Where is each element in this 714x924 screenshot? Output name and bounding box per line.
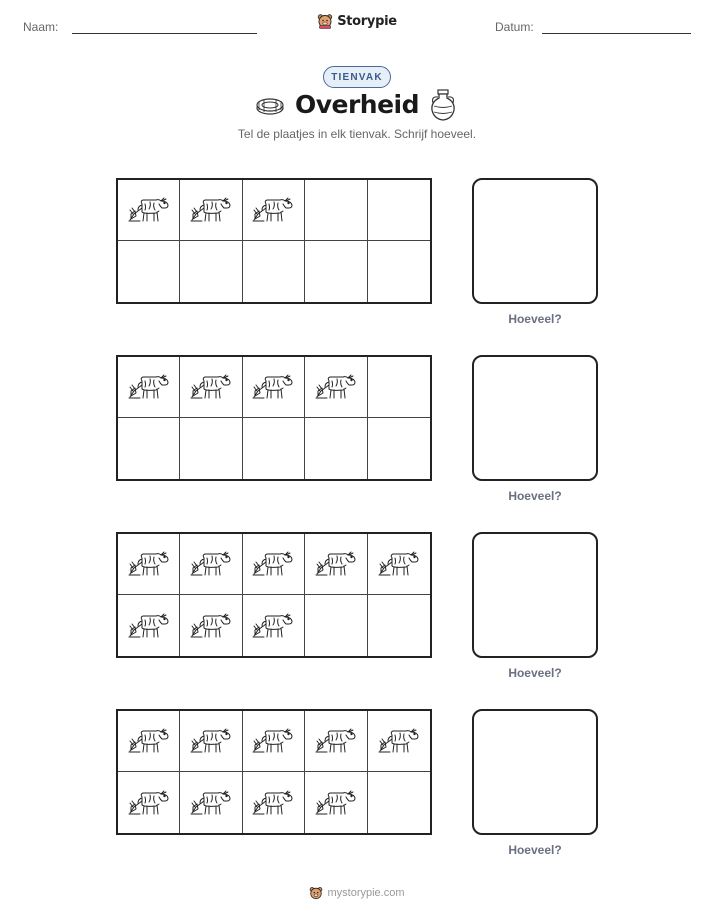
ten-frame-cell xyxy=(243,241,305,302)
page-title: Overheid xyxy=(294,90,420,119)
ten-frame-cell xyxy=(243,595,305,656)
storypie-bear-icon xyxy=(317,13,333,29)
ten-frame-cell xyxy=(305,534,367,595)
footer xyxy=(0,886,714,905)
ox-plough-icon xyxy=(188,192,234,228)
ox-plough-icon xyxy=(126,785,172,821)
amphora-decoration-icon xyxy=(428,88,458,122)
ten-frame-cell xyxy=(118,241,180,302)
ten-frame-cell xyxy=(243,418,305,479)
ox-plough-icon xyxy=(250,192,296,228)
ten-frame-cell xyxy=(305,241,367,302)
ten-frame-cell xyxy=(243,534,305,595)
ten-frame-cell xyxy=(118,595,180,656)
answer-box[interactable] xyxy=(472,709,598,835)
answer-label: Hoeveel? xyxy=(508,666,562,680)
ten-frame-cell xyxy=(368,534,430,595)
ox-plough-icon xyxy=(126,608,172,644)
ox-plough-icon xyxy=(313,785,359,821)
ten-frame-cell xyxy=(118,357,180,418)
ten-frame-cell xyxy=(243,711,305,772)
ten-frame-cell xyxy=(305,711,367,772)
ten-frame-cell xyxy=(118,711,180,772)
name-label: Naam: xyxy=(23,20,59,34)
ten-frame-cell xyxy=(118,418,180,479)
ten-frame-cell xyxy=(305,595,367,656)
ox-plough-icon xyxy=(188,785,234,821)
instructions: Tel de plaatjes in elk tienvak. Schrijf hoeveel. xyxy=(237,127,477,141)
ten-frame-cell xyxy=(243,357,305,418)
footer-url: mystorypie.com xyxy=(327,887,405,899)
ox-plough-icon xyxy=(188,369,234,405)
ox-plough-icon xyxy=(126,192,172,228)
ox-plough-icon xyxy=(250,608,296,644)
ten-frame-cell xyxy=(180,595,242,656)
ten-frame xyxy=(116,532,432,658)
ten-frame-cell xyxy=(180,241,242,302)
ten-frame-cell xyxy=(305,418,367,479)
answer-box[interactable] xyxy=(472,178,598,304)
ox-plough-icon xyxy=(313,723,359,759)
ox-plough-icon xyxy=(250,546,296,582)
ten-frame-cell xyxy=(180,534,242,595)
ten-frame-cell xyxy=(305,772,367,833)
ox-plough-icon xyxy=(376,546,422,582)
ox-plough-icon xyxy=(126,546,172,582)
ox-plough-icon xyxy=(188,723,234,759)
ten-frame-cell xyxy=(243,772,305,833)
ox-plough-icon xyxy=(313,369,359,405)
ten-frame-cell xyxy=(368,241,430,302)
ten-frame-cell xyxy=(243,180,305,241)
ox-plough-icon xyxy=(126,723,172,759)
ox-plough-icon xyxy=(313,546,359,582)
ten-frame-cell xyxy=(368,595,430,656)
ox-plough-icon xyxy=(126,369,172,405)
ten-frame xyxy=(116,709,432,835)
ox-plough-icon xyxy=(188,546,234,582)
brand-logo: Storypie xyxy=(0,13,714,34)
ten-frame-cell xyxy=(368,772,430,833)
storypie-bear-icon xyxy=(309,886,323,900)
answer-label: Hoeveel? xyxy=(508,843,562,857)
ox-plough-icon xyxy=(250,369,296,405)
ten-frame xyxy=(116,355,432,481)
ten-frame-cell xyxy=(180,357,242,418)
answer-label: Hoeveel? xyxy=(508,312,562,326)
ten-frame-cell xyxy=(305,180,367,241)
ten-frame xyxy=(116,178,432,304)
ten-frame-cell xyxy=(118,534,180,595)
answer-box[interactable] xyxy=(472,355,598,481)
ox-plough-icon xyxy=(250,723,296,759)
ten-frame-cell xyxy=(368,711,430,772)
ten-frame-cell xyxy=(368,357,430,418)
ten-frame-cell xyxy=(180,711,242,772)
ox-plough-icon xyxy=(250,785,296,821)
ten-frame-cell xyxy=(368,180,430,241)
ten-frame-cell xyxy=(118,772,180,833)
ten-frame-cell xyxy=(368,418,430,479)
ten-frame-cell xyxy=(180,772,242,833)
ten-frame-cell xyxy=(180,418,242,479)
ox-plough-icon xyxy=(376,723,422,759)
ten-frame-cell xyxy=(305,357,367,418)
date-label: Datum: xyxy=(495,20,534,34)
answer-box[interactable] xyxy=(472,532,598,658)
ten-frame-cell xyxy=(118,180,180,241)
answer-label: Hoeveel? xyxy=(508,489,562,503)
worksheet-type-badge: TIENVAK xyxy=(323,66,391,88)
ox-plough-icon xyxy=(188,608,234,644)
ten-frame-cell xyxy=(180,180,242,241)
